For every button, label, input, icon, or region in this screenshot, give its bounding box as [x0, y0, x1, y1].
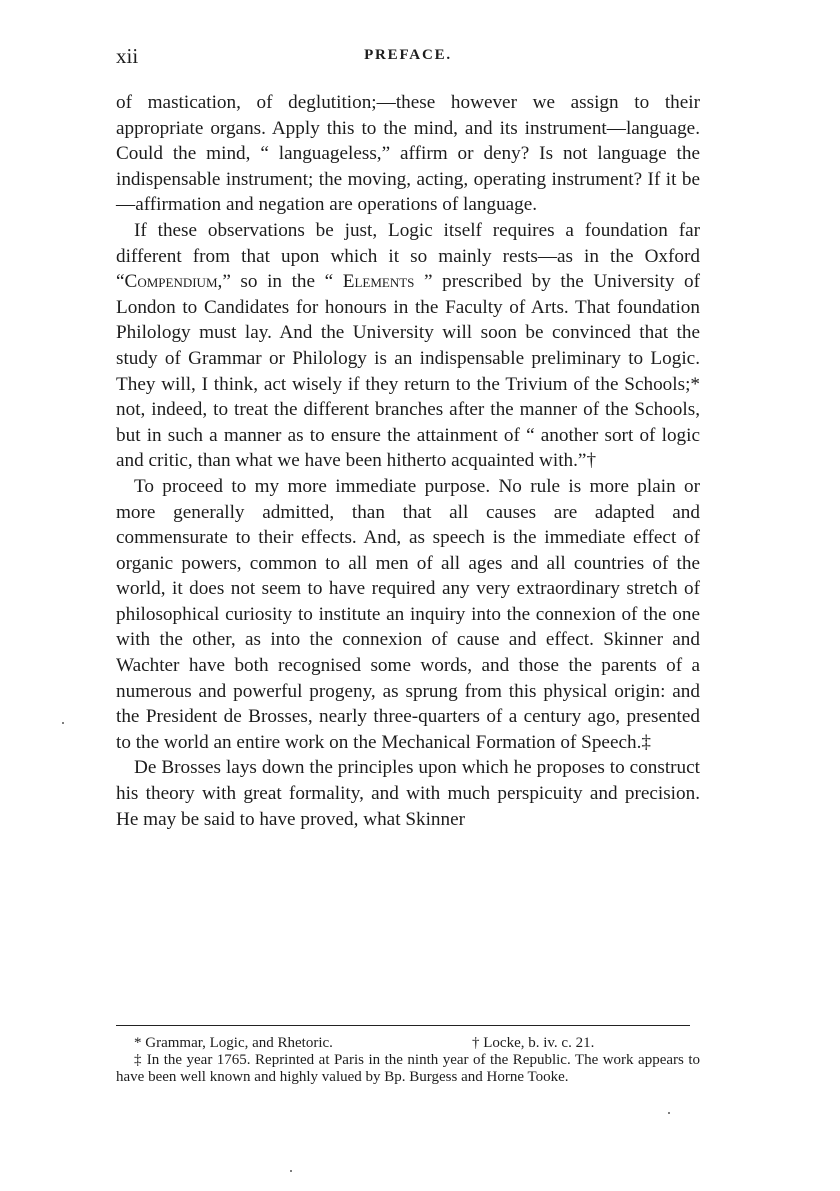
paragraph-4: De Brosses lays down the principles upon which he proposes to construct his theory with great formality, and with much perspicuity and precision. He may be said to have proved, what Skinner: [116, 757, 700, 830]
footnote-1: * Grammar, Logic, and Rhetoric.: [134, 1035, 333, 1051]
elements-title: Elements: [342, 271, 415, 293]
footnote-rule: [116, 1025, 690, 1026]
body-text: [116, 90, 700, 832]
paragraph-2-part-c: ” prescribed by the University of London to Candidates for honours in the Faculty of Arts. That foundation Philology must lay. And the University will soon be convinced that the study of Grammar or Philology is an indispensable preliminary to Logic. They will, I think, act wisely if they return to the Trivium of the Schools;* not, indeed, to treat the different branches after the manner of the Schools, but in such a manner as to ensure the attainment of “ another sort of logic and critic, than what we have been hitherto acquainted with.”†: [116, 271, 700, 472]
page-number: xii: [116, 44, 139, 68]
paragraph-1: of mastication, of deglutition;—these however we assign to their appropriate organs. Apply this to the mind, and its instrument—language. Could the mind, “ languageless,” affirm or deny? Is not language the indispensable instrument; the moving, acting, operating instrument? If it be—affirmation and negation are operations of language.: [116, 92, 700, 216]
print-speck: [290, 1170, 292, 1172]
paragraph-2-part-b: ,” so in the “: [217, 271, 343, 293]
footnote-2: † Locke, b. iv. c. 21.: [472, 1035, 595, 1051]
footnotes: [116, 1035, 700, 1086]
footnote-row: [116, 1035, 700, 1052]
page-header: [116, 44, 700, 74]
running-head: PREFACE.: [364, 47, 452, 63]
print-speck: [62, 722, 64, 724]
paragraph-3: To proceed to my more immediate purpose. No rule is more plain or more generally admitted, than that all causes are adapted and commensurate to their effects. And, as speech is the immediate effect of organic powers, common to all men of all ages and all countries of the world, it does not seem to have required any very extraordinary stretch of philosophical curiosity to institute an inquiry into the connexion of the one with the other, as into the connexion of cause and effect. Skinner and Wachter have both recognised some words, and those the parents of a numerous and powerful progeny, as sprung from this physical origin: and the President de Brosses, nearly three-quarters of a century ago, presented to the world an entire work on the Mechanical Formation of Speech.‡: [116, 475, 700, 753]
compendium-title: Compendium: [124, 271, 218, 293]
paragraph-2-part-a: If these observations be just, Logic itself requires a foundation far different from that upon which it so mainly rests—as in the Oxford “: [116, 219, 700, 293]
paragraph-2: [116, 218, 700, 474]
print-speck: [668, 1112, 670, 1114]
footnote-3: ‡ In the year 1765. Reprinted at Paris in the ninth year of the Republic. The work appears to have been well known and highly valued by Bp. Burgess and Horne Tooke.: [116, 1052, 700, 1085]
